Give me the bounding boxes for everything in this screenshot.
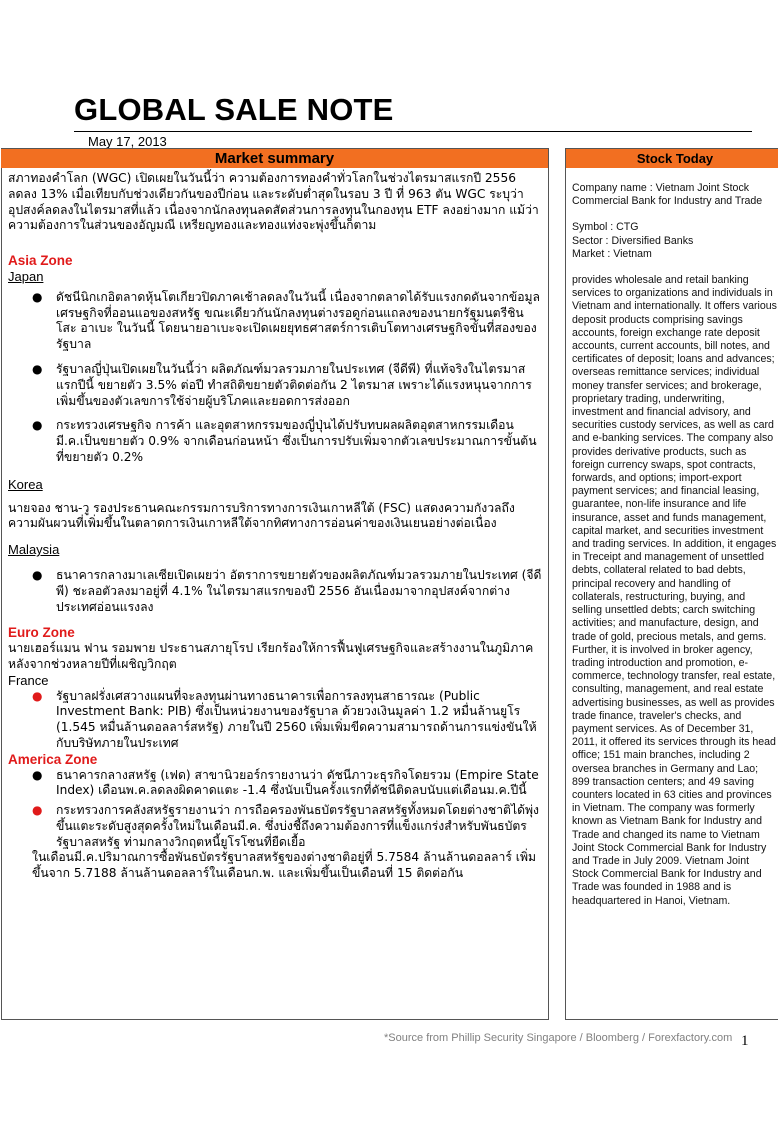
list-item — [8, 290, 544, 353]
list-item — [8, 362, 544, 409]
stock-market: Market : Vietnam — [572, 247, 652, 260]
list-item — [8, 568, 544, 615]
france-item-text: รัฐบาลฝรั่งเศสวางแผนที่จะลงทุนผ่านทางธนาคารเพื่อการลงทุนสาธารณะ (Public Investment Bank: PIB) ซึ่งเป็นหน่วยงานของรัฐบาล ด้วยวงเงินมูลค่า 1.2 หมื่นล้านยูโร (1.545 หมื่นล้านดอลลาร์สหรัฐ) ภายในปี 2560 เพิ่มเพิ่มขีดความสามารถด้านการแข่งขันให้กับบริษัทภายในประเทศ — [56, 688, 537, 750]
bullet-icon: ● — [32, 803, 43, 818]
company-name: Company name : Vietnam Joint Stock Commercial Bank for Industry and Trade — [572, 182, 763, 208]
bullet-icon: ● — [32, 567, 43, 582]
bullet-icon: ● — [32, 688, 43, 703]
france-heading: France — [8, 672, 49, 688]
market-summary-heading: Market summary — [1, 149, 548, 168]
malaysia-item-text: ธนาคารกลางมาเลเซียเปิดเผยว่า อัตราการขยายตัวของผลิตภัณฑ์มวลรวมภายในประเทศ (จีดีพี) ชะลอตัวลงมาอยู่ที่ 4.1% ในไตรมาสแรกของปี 2556 อันเนื่องมาจากอุปสงค์จากต่างประเทศอ่อนแรงลง — [56, 567, 542, 614]
page-number: 1 — [741, 1033, 749, 1049]
stock-today-body — [572, 182, 778, 908]
company-description: provides wholesale and retail banking services to organizations and individuals in Vietnam and internationally. It offers various deposit products comprising savings accounts, foreign exchange rate deposit accounts, current accounts, bill notes, and certificates of deposit; loans and advances; overseas remittance services; individual money transfer services; and brokerage, proprietary trading, underwriting, investment and financial advisory, and securities custody services, as well as card and e-banking services. The company also provides derivative products, such as foreign currency swaps, spot contracts, forwards, and options; import-export payment services; and financial leasing, guarantee, non-life insurance and life insurance, asset and funds management, capital market, and securities investment and trading services. In addition, it engages in Treceipt and management of unsettled debts, collateral related to bad debts, principal recovery and handling of collaterals, restructuring, buying, and selling unsettled debts; carch switching activities; and manufacture, design, and trade of gold, precious metals, and gems. Further, it is involved in broker agency, trading introduction and promotion, e-commerce, technology transfer, real estate, consulting, management, and real estate advertising businesses, as well as provides trade finance, traveler's checks, and payment services. As of December 31, 2011, it offered its services through its head office; 151 main branches, including 2 oversea branches in Germany and Lao; 899 transaction centers; and 49 saving counters located in 63 cities and provinces in Vietnam. The company was formerly known as Vietnam Bank for Industry and Trade and changed its name to Vietnam Joint Stock Commercial Bank for Industry and Trade in July 2009. Vietnam Joint Stock Commercial Bank for Industry and Trade was founded in 1988 and is headquartered in Hanoi, Vietnam. — [572, 274, 777, 907]
stock-today-heading: Stock Today — [566, 149, 778, 168]
market-summary-body — [8, 171, 544, 882]
japan-heading: Japan — [8, 268, 44, 284]
korea-paragraph: นายจอง ชาน-วู รองประธานคณะกรรมการบริการทางการเงินเกาหลีใต้ (FSC) แสดงความกังวลถึงความผันผวนที่เพิ่มขึ้นในตลาดการเงินเกาหลีใต้จากทิศทางการอ่อนค่าของเงินเยนอย่างต่อเนื่อง — [8, 500, 515, 531]
bullet-icon: ● — [32, 418, 43, 433]
source-note: *Source from Phillip Security Singapore / Bloomberg / Forexfactory.com — [384, 1032, 733, 1044]
report-date: May 17, 2013 — [88, 134, 167, 149]
america-item-text: ธนาคารกลางสหรัฐ (เฟด) สาขานิวยอร์กรายงานว่า ดัชนีภาวะธุรกิจโดยรวม (Empire State Index) เดือนพ.ค.ลดลงผิดคาดแตะ -1.4 ซึ่งนับเป็นครั้งแรกที่ดัชนีติดลบนับแต่เดือนม.ค.ปีนี้ — [56, 767, 539, 798]
france-list — [8, 689, 544, 752]
list-item — [8, 768, 544, 800]
euro-paragraph: นายเฮอร์แมน ฟาน รอมพาย ประธานสภายุโรป เรียกร้องให้การฟื้นฟูเศรษฐกิจและสร้างงานในภูมิภาคหลังจากช่วงหลายปีที่เผชิญวิกฤต — [8, 641, 534, 671]
list-item — [8, 689, 544, 752]
bullet-icon: ● — [32, 289, 43, 304]
japan-list — [8, 290, 544, 466]
euro-zone-heading: Euro Zone — [8, 625, 75, 641]
korea-heading: Korea — [8, 476, 43, 492]
stock-sector: Sector : Diversified Banks — [572, 234, 694, 247]
japan-item-text: รัฐบาลญี่ปุ่นเปิดเผยในวันนี้ว่า ผลิตภัณฑ์มวลรวมภายในประเทศ (จีดีพี) ที่แท้จริงในไตรมาสแรกปีนี้ ขยายตัว 3.5% ต่อปี ทำสถิติขยายตัวติดต่อกัน 2 ไตรมาส เพราะได้แรงหนุนจากการเพิ่มขึ้นของตัวเลขการใช้จ่ายผู้บริโภคและยอดการส่งออก — [56, 361, 532, 408]
malaysia-heading: Malaysia — [8, 542, 60, 558]
bullet-icon: ● — [32, 361, 43, 376]
page-title: GLOBAL SALE NOTE — [74, 92, 394, 127]
america-zone-heading: America Zone — [8, 751, 98, 767]
japan-item-text: ดัชนีนิกเกอิตลาดหุ้นโตเกียวปิดภาคเช้าลดลงในวันนี้ เนื่องจากตลาดได้รับแรงกดดันจากข้อมูลเศรษฐกิจที่ออนแอของสหรัฐ ขณะเดียวกันนักลงทุนต่างรอดูก่อนแถลงของนายกรัฐมนตรีชินโสะ อาเบะ ในวันนี้ โดยนายอาเบะจะเปิดเผยยุทธศาสตร์การเติบโตทางเศรษฐกิจขั้นที่สองของรัฐบาล — [56, 289, 541, 352]
bullet-icon: ● — [32, 767, 43, 782]
list-item — [8, 803, 544, 850]
japan-item-text: กระทรวงเศรษฐกิจ การค้า และอุตสาหกรรมของญี่ปุ่นได้ปรับทบผลผลิตอุตสาหกรรมเดือนมี.ค.เป็นขยายตัว 0.9% จากเดือนก่อนหน้า ซึ่งเป็นการปรับเพิ่มจากตัวเลขประมาณการขั้นต้นที่ขยายตัว 0.2% — [56, 418, 537, 464]
america-closing-paragraph: ในเดือนมี.ค.ปริมาณการซื้อพันธบัตรรัฐบาลสหรัฐของต่างชาติอยู่ที่ 5.7584 ล้านล้านดอลลาร์ เพิ่มขึ้นจาก 5.7188 ล้านล้านดอลลาร์ในเดือนก.พ. และเพิ่มขึ้นเป็นเดือนที่ 15 ติดต่อกัน — [32, 850, 537, 881]
asia-zone-heading: Asia Zone — [8, 253, 73, 269]
america-list — [8, 768, 544, 851]
stock-symbol: Symbol : CTG — [572, 221, 639, 234]
america-item-text: กระทรวงการคลังสหรัฐรายงานว่า การถือครองพันธบัตรรัฐบาลสหรัฐทั้งหมดโดยต่างชาติได้พุ่งขึ้นแตะระดับสูงสุดครั้งใหม่ในเดือนมี.ค. ซึ่งบ่งชี้ถึงความต้องการที่แข็งแกร่งสำหรับพันธบัตรรัฐบาลสหรัฐ ท่ามกลางวิกฤตหนี้ยูโรโซนที่ยืดเยื้อ — [56, 803, 539, 849]
malaysia-list — [8, 568, 544, 615]
title-divider — [74, 131, 752, 132]
intro-paragraph: สภาทองคำโลก (WGC) เปิดเผยในวันนี้ว่า ความต้องการทองคำทั่วโลกในช่วงไตรมาสแรกปี 2556 ลดลง 13% เมื่อเทียบกับช่วงเดียวกันของปีก่อน และระดับต่ำสุดในรอบ 3 ปี ที่ 963 ตัน WGC ระบุว่าอุปสงค์ลดลงในไตรมาสที่แล้ว เนื่องจากนักลงทุนลดสัดส่วนการลงทุนในกองทุน ETF ลงอย่างมาก แม้ว่าความต้องการในส่วนของอัญมณี เหรียญทองและทองแท่งจะพุ่งขึ้นก็ตาม — [8, 171, 539, 233]
list-item — [8, 418, 544, 465]
